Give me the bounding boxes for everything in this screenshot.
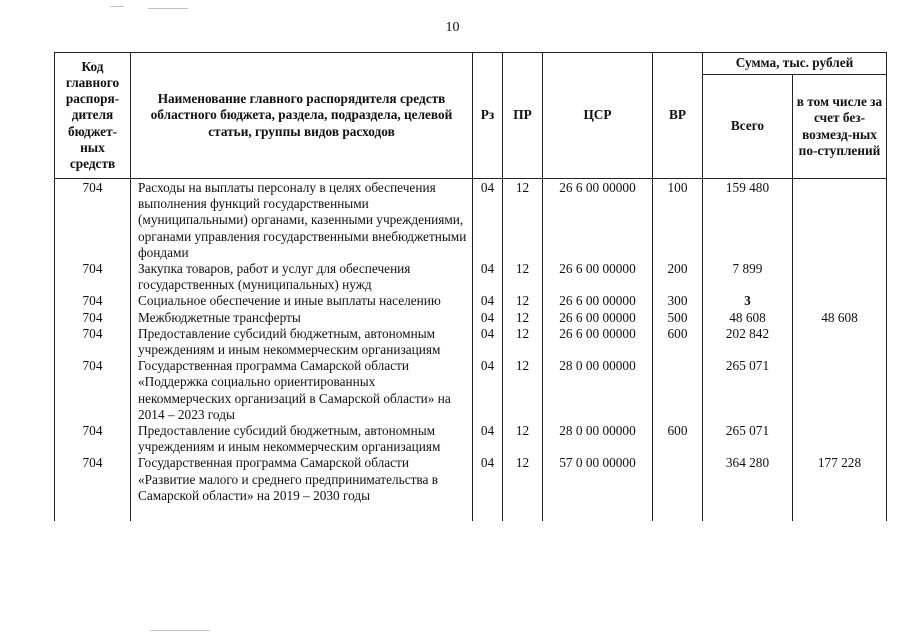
cell-vr xyxy=(653,455,703,521)
cell-rz: 04 xyxy=(473,179,503,262)
cell-csr: 28 0 00 00000 xyxy=(543,358,653,423)
cell-pr: 12 xyxy=(503,423,543,455)
cell-gratuitous xyxy=(793,293,887,309)
table-row xyxy=(55,293,887,309)
cell-gratuitous xyxy=(793,179,887,262)
header-gratuitous: в том числе за счет без-возмезд-ных по-ступлений xyxy=(793,75,887,179)
cell-vr: 600 xyxy=(653,326,703,358)
cell-vr: 100 xyxy=(653,179,703,262)
cell-total: 48 608 xyxy=(703,310,793,326)
table-row xyxy=(55,358,887,423)
cell-csr: 57 0 00 00000 xyxy=(543,455,653,521)
cell-pr: 12 xyxy=(503,293,543,309)
cell-total: 202 842 xyxy=(703,326,793,358)
cell-gratuitous xyxy=(793,326,887,358)
cell-total: 159 480 xyxy=(703,179,793,262)
cell-code: 704 xyxy=(55,326,131,358)
scan-artifact-top xyxy=(148,8,188,9)
budget-table xyxy=(54,52,887,521)
cell-name: Государственная программа Самарской области «Поддержка социально ориентированных некоммерческих организаций в Самарской области» на 2014 – 2023 годы xyxy=(131,358,473,423)
cell-csr: 26 6 00 00000 xyxy=(543,326,653,358)
cell-total: 265 071 xyxy=(703,358,793,423)
table-row xyxy=(55,179,887,262)
cell-csr: 26 6 00 00000 xyxy=(543,179,653,262)
cell-pr: 12 xyxy=(503,179,543,262)
header-csr: ЦСР xyxy=(543,53,653,179)
cell-total: 7 899 xyxy=(703,261,793,293)
scan-artifact-top xyxy=(110,6,124,7)
cell-name: Расходы на выплаты персоналу в целях обеспечения выполнения функций государственными (муниципальными) органами, казенными учреждениями, органами управления государственными внебюджетными фондами xyxy=(131,179,473,262)
cell-vr xyxy=(653,358,703,423)
cell-rz: 04 xyxy=(473,310,503,326)
cell-vr: 300 xyxy=(653,293,703,309)
cell-name: Межбюджетные трансферты xyxy=(131,310,473,326)
cell-gratuitous: 177 228 xyxy=(793,455,887,521)
cell-total: 3 xyxy=(703,293,793,309)
cell-total: 265 071 xyxy=(703,423,793,455)
table-row xyxy=(55,423,887,455)
cell-csr: 26 6 00 00000 xyxy=(543,261,653,293)
cell-gratuitous xyxy=(793,423,887,455)
cell-csr: 26 6 00 00000 xyxy=(543,293,653,309)
cell-gratuitous xyxy=(793,358,887,423)
cell-csr: 26 6 00 00000 xyxy=(543,310,653,326)
cell-rz: 04 xyxy=(473,423,503,455)
cell-pr: 12 xyxy=(503,358,543,423)
header-rz: Рз xyxy=(473,53,503,179)
cell-vr: 200 xyxy=(653,261,703,293)
header-pr: ПР xyxy=(503,53,543,179)
cell-code: 704 xyxy=(55,261,131,293)
cell-name: Социальное обеспечение и иные выплаты населению xyxy=(131,293,473,309)
cell-code: 704 xyxy=(55,293,131,309)
header-name: Наименование главного распорядителя средств областного бюджета, раздела, подраздела, целевой статьи, группы видов расходов xyxy=(131,53,473,179)
cell-name: Предоставление субсидий бюджетным, автономным учреждениям и иным некоммерческим организациям xyxy=(131,423,473,455)
cell-csr: 28 0 00 00000 xyxy=(543,423,653,455)
page-number: 10 xyxy=(445,20,460,35)
cell-code: 704 xyxy=(55,455,131,521)
cell-name: Предоставление субсидий бюджетным, автономным учреждениям и иным некоммерческим организациям xyxy=(131,326,473,358)
header-vr: ВР xyxy=(653,53,703,179)
table-row xyxy=(55,455,887,521)
cell-gratuitous: 48 608 xyxy=(793,310,887,326)
cell-rz: 04 xyxy=(473,293,503,309)
table-row xyxy=(55,326,887,358)
table-row xyxy=(55,310,887,326)
cell-pr: 12 xyxy=(503,455,543,521)
cell-pr: 12 xyxy=(503,326,543,358)
cell-rz: 04 xyxy=(473,358,503,423)
cell-code: 704 xyxy=(55,358,131,423)
cell-vr: 500 xyxy=(653,310,703,326)
cell-pr: 12 xyxy=(503,261,543,293)
cell-total: 364 280 xyxy=(703,455,793,521)
cell-name: Закупка товаров, работ и услуг для обеспечения государственных (муниципальных) нужд xyxy=(131,261,473,293)
header-total: Всего xyxy=(703,75,793,179)
cell-code: 704 xyxy=(55,310,131,326)
cell-name: Государственная программа Самарской области «Развитие малого и среднего предпринимательства в Самарской области» на 2019 – 2030 годы xyxy=(131,455,473,521)
header-sum-group: Сумма, тыс. рублей xyxy=(703,53,887,75)
header-code: Код главного распоря-дителя бюджет-ных средств xyxy=(55,53,131,179)
cell-vr: 600 xyxy=(653,423,703,455)
cell-gratuitous xyxy=(793,261,887,293)
cell-rz: 04 xyxy=(473,326,503,358)
table-row xyxy=(55,261,887,293)
cell-rz: 04 xyxy=(473,261,503,293)
cell-rz: 04 xyxy=(473,455,503,521)
cell-pr: 12 xyxy=(503,310,543,326)
cell-code: 704 xyxy=(55,423,131,455)
scan-artifact-bottom xyxy=(150,630,210,631)
cell-code: 704 xyxy=(55,179,131,262)
